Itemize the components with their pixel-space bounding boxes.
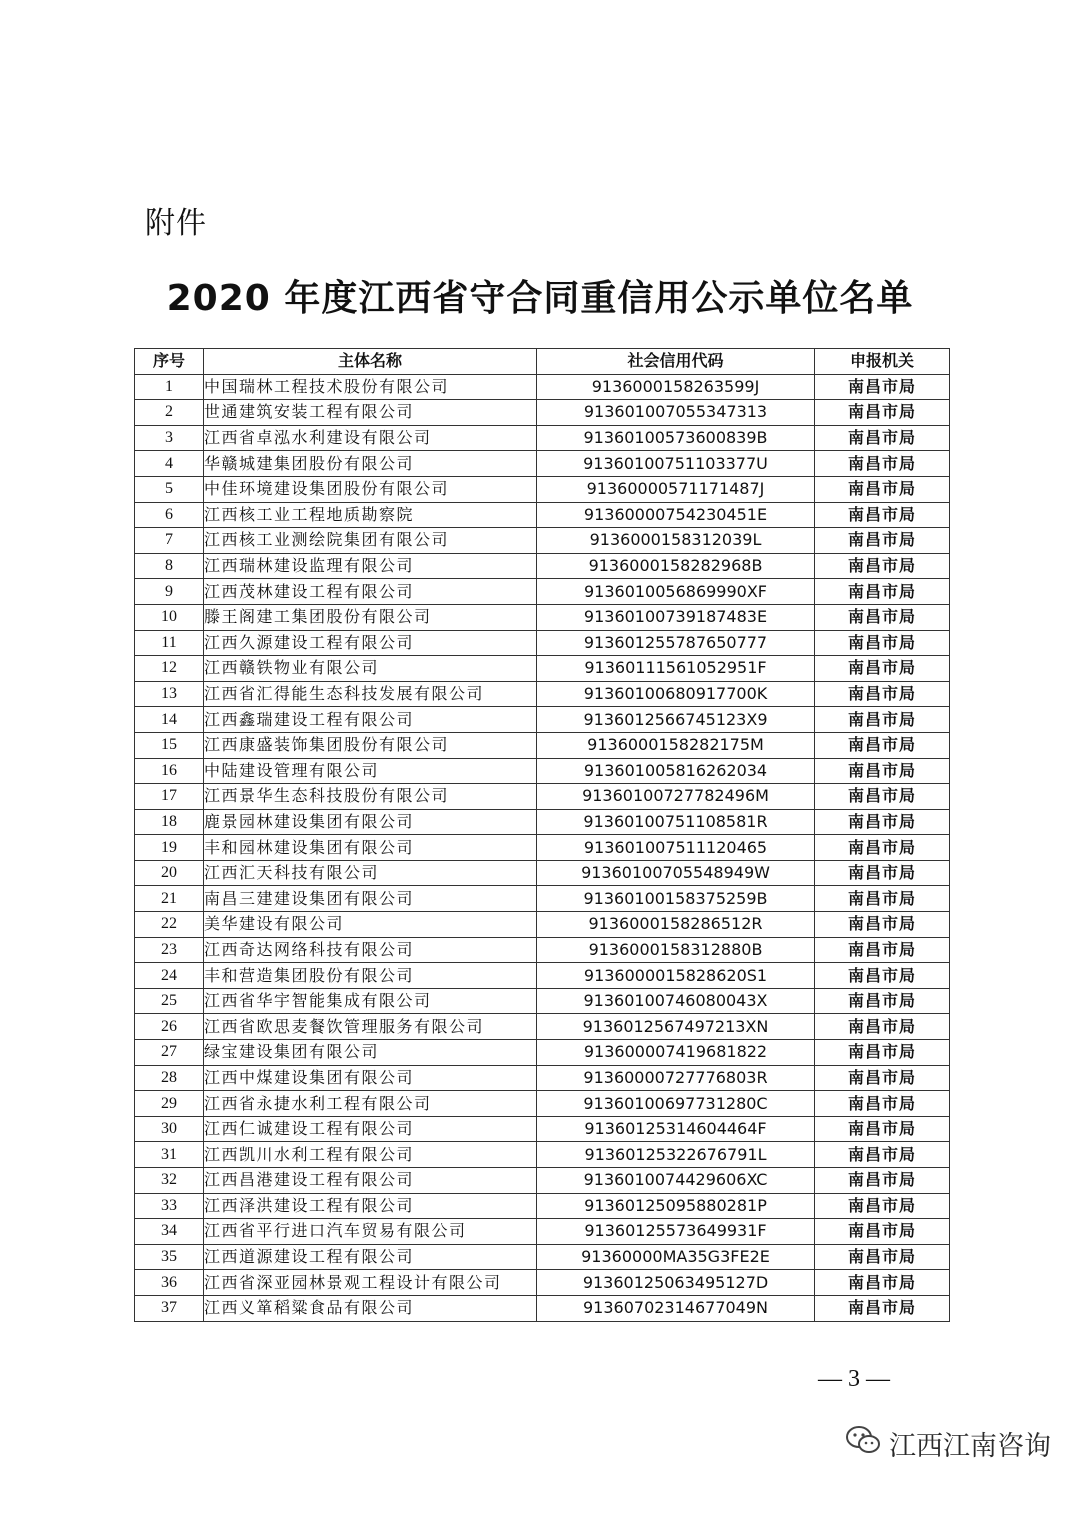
row-credit-code: 9136010074429606XC <box>537 1168 815 1194</box>
row-index: 14 <box>135 707 204 733</box>
row-entity-name: 江西仁诚建设工程有限公司 <box>204 1116 537 1142</box>
row-index: 26 <box>135 1014 204 1040</box>
row-entity-name: 江西省汇得能生态科技发展有限公司 <box>204 681 537 707</box>
row-entity-name: 江西省永捷水利工程有限公司 <box>204 1091 537 1117</box>
row-authority: 南昌市局 <box>815 784 950 810</box>
row-entity-name: 江西省平行进口汽车贸易有限公司 <box>204 1219 537 1245</box>
table-row <box>135 451 950 477</box>
row-index: 12 <box>135 656 204 682</box>
row-authority: 南昌市局 <box>815 374 950 400</box>
row-credit-code: 91360100739187483E <box>537 604 815 630</box>
table-row <box>135 374 950 400</box>
row-credit-code: 91360100751103377U <box>537 451 815 477</box>
row-credit-code: 91360125573649931F <box>537 1219 815 1245</box>
row-credit-code: 9136000158282968B <box>537 553 815 579</box>
page-number: — 3 — <box>818 1366 890 1392</box>
header-index: 序号 <box>135 349 204 375</box>
row-authority: 南昌市局 <box>815 630 950 656</box>
table-row <box>135 1295 950 1321</box>
header-credit-code: 社会信用代码 <box>537 349 815 375</box>
table-row <box>135 1116 950 1142</box>
row-credit-code: 91360000754230451E <box>537 502 815 528</box>
row-index: 4 <box>135 451 204 477</box>
table-row <box>135 656 950 682</box>
row-entity-name: 滕王阁建工集团股份有限公司 <box>204 604 537 630</box>
row-index: 2 <box>135 400 204 426</box>
row-index: 13 <box>135 681 204 707</box>
table-row <box>135 732 950 758</box>
row-authority: 南昌市局 <box>815 681 950 707</box>
row-credit-code: 9136000158312880B <box>537 937 815 963</box>
row-credit-code: 91360125063495127D <box>537 1270 815 1296</box>
row-authority: 南昌市局 <box>815 707 950 733</box>
row-authority: 南昌市局 <box>815 1270 950 1296</box>
watermark <box>845 1424 1051 1463</box>
table-row <box>135 553 950 579</box>
row-entity-name: 中佳环境建设集团股份有限公司 <box>204 476 537 502</box>
row-index: 1 <box>135 374 204 400</box>
row-authority: 南昌市局 <box>815 604 950 630</box>
table-row <box>135 860 950 886</box>
table-row <box>135 425 950 451</box>
row-index: 10 <box>135 604 204 630</box>
table-row <box>135 400 950 426</box>
table-row <box>135 579 950 605</box>
row-entity-name: 江西昌港建设工程有限公司 <box>204 1168 537 1194</box>
row-index: 17 <box>135 784 204 810</box>
row-entity-name: 江西核工业测绘院集团有限公司 <box>204 528 537 554</box>
row-index: 7 <box>135 528 204 554</box>
row-authority: 南昌市局 <box>815 579 950 605</box>
row-credit-code: 9136000158286512R <box>537 912 815 938</box>
row-credit-code: 91360100727782496M <box>537 784 815 810</box>
row-index: 22 <box>135 912 204 938</box>
row-credit-code: 9136000015828620S1 <box>537 963 815 989</box>
table-row <box>135 476 950 502</box>
table-row <box>135 1065 950 1091</box>
table-row <box>135 1193 950 1219</box>
row-index: 3 <box>135 425 204 451</box>
row-entity-name: 江西道源建设工程有限公司 <box>204 1244 537 1270</box>
row-authority: 南昌市局 <box>815 1091 950 1117</box>
attachment-label: 附件 <box>145 206 207 241</box>
row-entity-name: 美华建设有限公司 <box>204 912 537 938</box>
row-index: 8 <box>135 553 204 579</box>
row-index: 35 <box>135 1244 204 1270</box>
row-authority: 南昌市局 <box>815 528 950 554</box>
row-index: 5 <box>135 476 204 502</box>
row-credit-code: 91360111561052951F <box>537 656 815 682</box>
table-row <box>135 502 950 528</box>
row-index: 11 <box>135 630 204 656</box>
table-row <box>135 681 950 707</box>
row-authority: 南昌市局 <box>815 835 950 861</box>
row-credit-code: 91360125314604464F <box>537 1116 815 1142</box>
row-index: 21 <box>135 886 204 912</box>
row-index: 16 <box>135 758 204 784</box>
table-row <box>135 1014 950 1040</box>
watermark-text: 江西江南咨询 <box>889 1431 1051 1462</box>
wechat-icon <box>845 1424 889 1463</box>
row-authority: 南昌市局 <box>815 1193 950 1219</box>
row-entity-name: 江西奇达网络科技有限公司 <box>204 937 537 963</box>
table-row <box>135 630 950 656</box>
table-row <box>135 758 950 784</box>
row-index: 34 <box>135 1219 204 1245</box>
row-authority: 南昌市局 <box>815 553 950 579</box>
row-authority: 南昌市局 <box>815 886 950 912</box>
table-row <box>135 1091 950 1117</box>
row-authority: 南昌市局 <box>815 476 950 502</box>
table-row <box>135 784 950 810</box>
row-index: 33 <box>135 1193 204 1219</box>
row-credit-code: 9136000158282175M <box>537 732 815 758</box>
row-entity-name: 江西省深亚园林景观工程设计有限公司 <box>204 1270 537 1296</box>
row-credit-code: 91360100751108581R <box>537 809 815 835</box>
header-entity-name: 主体名称 <box>204 349 537 375</box>
row-entity-name: 南昌三建建设集团有限公司 <box>204 886 537 912</box>
row-entity-name: 绿宝建设集团有限公司 <box>204 1040 537 1066</box>
table-row <box>135 886 950 912</box>
row-entity-name: 江西凯川水利工程有限公司 <box>204 1142 537 1168</box>
row-entity-name: 丰和营造集团股份有限公司 <box>204 963 537 989</box>
row-authority: 南昌市局 <box>815 758 950 784</box>
row-index: 28 <box>135 1065 204 1091</box>
row-credit-code: 91360100158375259B <box>537 886 815 912</box>
row-entity-name: 江西康盛装饰集团股份有限公司 <box>204 732 537 758</box>
row-index: 6 <box>135 502 204 528</box>
row-entity-name: 江西景华生态科技股份有限公司 <box>204 784 537 810</box>
row-credit-code: 9136000158312039L <box>537 528 815 554</box>
row-credit-code: 913601005816262034 <box>537 758 815 784</box>
row-entity-name: 中陆建设管理有限公司 <box>204 758 537 784</box>
row-credit-code: 91360000727776803R <box>537 1065 815 1091</box>
row-credit-code: 91360125322676791L <box>537 1142 815 1168</box>
row-index: 36 <box>135 1270 204 1296</box>
row-index: 24 <box>135 963 204 989</box>
row-credit-code: 91360100573600839B <box>537 425 815 451</box>
row-authority: 南昌市局 <box>815 912 950 938</box>
row-credit-code: 91360100680917700K <box>537 681 815 707</box>
row-authority: 南昌市局 <box>815 988 950 1014</box>
row-entity-name: 丰和园林建设集团有限公司 <box>204 835 537 861</box>
table-row <box>135 835 950 861</box>
table-row <box>135 988 950 1014</box>
row-authority: 南昌市局 <box>815 1295 950 1321</box>
row-credit-code: 91360000571171487J <box>537 476 815 502</box>
table-row <box>135 707 950 733</box>
row-index: 23 <box>135 937 204 963</box>
row-authority: 南昌市局 <box>815 656 950 682</box>
row-credit-code: 91360100705548949W <box>537 860 815 886</box>
row-entity-name: 江西省欧思麦餐饮管理服务有限公司 <box>204 1014 537 1040</box>
row-entity-name: 江西茂林建设工程有限公司 <box>204 579 537 605</box>
row-authority: 南昌市局 <box>815 1142 950 1168</box>
row-entity-name: 江西省华宇智能集成有限公司 <box>204 988 537 1014</box>
table-row <box>135 1142 950 1168</box>
row-credit-code: 9136012567497213XN <box>537 1014 815 1040</box>
row-credit-code: 9136012566745123X9 <box>537 707 815 733</box>
table-row <box>135 937 950 963</box>
table-row <box>135 528 950 554</box>
row-entity-name: 鹿景园林建设集团有限公司 <box>204 809 537 835</box>
row-index: 19 <box>135 835 204 861</box>
row-authority: 南昌市局 <box>815 502 950 528</box>
row-entity-name: 江西泽洪建设工程有限公司 <box>204 1193 537 1219</box>
row-index: 25 <box>135 988 204 1014</box>
table-row <box>135 1040 950 1066</box>
row-authority: 南昌市局 <box>815 1116 950 1142</box>
table-header-row <box>135 349 950 375</box>
row-entity-name: 江西义箪稻粱食品有限公司 <box>204 1295 537 1321</box>
table-row <box>135 1244 950 1270</box>
row-authority: 南昌市局 <box>815 451 950 477</box>
table-row <box>135 809 950 835</box>
row-authority: 南昌市局 <box>815 1040 950 1066</box>
company-list-table <box>134 348 950 1322</box>
row-entity-name: 世通建筑安装工程有限公司 <box>204 400 537 426</box>
row-authority: 南昌市局 <box>815 425 950 451</box>
table-row <box>135 1270 950 1296</box>
row-entity-name: 江西省卓泓水利建设有限公司 <box>204 425 537 451</box>
row-entity-name: 江西汇天科技有限公司 <box>204 860 537 886</box>
row-authority: 南昌市局 <box>815 1244 950 1270</box>
row-credit-code: 91360000MA35G3FE2E <box>537 1244 815 1270</box>
row-index: 27 <box>135 1040 204 1066</box>
row-authority: 南昌市局 <box>815 860 950 886</box>
row-entity-name: 中国瑞林工程技术股份有限公司 <box>204 374 537 400</box>
row-index: 30 <box>135 1116 204 1142</box>
row-index: 18 <box>135 809 204 835</box>
row-entity-name: 江西核工业工程地质勘察院 <box>204 502 537 528</box>
row-authority: 南昌市局 <box>815 1168 950 1194</box>
table-row <box>135 963 950 989</box>
row-credit-code: 91360100746080043X <box>537 988 815 1014</box>
row-credit-code: 913601255787650777 <box>537 630 815 656</box>
row-index: 37 <box>135 1295 204 1321</box>
row-entity-name: 江西中煤建设集团有限公司 <box>204 1065 537 1091</box>
row-credit-code: 91360100697731280C <box>537 1091 815 1117</box>
row-index: 9 <box>135 579 204 605</box>
row-authority: 南昌市局 <box>815 963 950 989</box>
table-row <box>135 1219 950 1245</box>
row-entity-name: 华赣城建集团股份有限公司 <box>204 451 537 477</box>
table-row <box>135 912 950 938</box>
row-authority: 南昌市局 <box>815 937 950 963</box>
row-credit-code: 913601007055347313 <box>537 400 815 426</box>
row-credit-code: 913600007419681822 <box>537 1040 815 1066</box>
row-entity-name: 江西瑞林建设监理有限公司 <box>204 553 537 579</box>
document-title: 2020 年度江西省守合同重信用公示单位名单 <box>166 278 914 319</box>
row-credit-code: 91360125095880281P <box>537 1193 815 1219</box>
row-index: 32 <box>135 1168 204 1194</box>
row-index: 31 <box>135 1142 204 1168</box>
row-credit-code: 9136000158263599J <box>537 374 815 400</box>
row-entity-name: 江西久源建设工程有限公司 <box>204 630 537 656</box>
row-authority: 南昌市局 <box>815 1219 950 1245</box>
row-entity-name: 江西鑫瑞建设工程有限公司 <box>204 707 537 733</box>
row-index: 29 <box>135 1091 204 1117</box>
table-row <box>135 1168 950 1194</box>
row-authority: 南昌市局 <box>815 400 950 426</box>
row-authority: 南昌市局 <box>815 809 950 835</box>
table-row <box>135 604 950 630</box>
row-entity-name: 江西赣铁物业有限公司 <box>204 656 537 682</box>
row-authority: 南昌市局 <box>815 1014 950 1040</box>
row-authority: 南昌市局 <box>815 732 950 758</box>
row-authority: 南昌市局 <box>815 1065 950 1091</box>
row-credit-code: 9136010056869990XF <box>537 579 815 605</box>
row-index: 20 <box>135 860 204 886</box>
row-index: 15 <box>135 732 204 758</box>
header-authority: 申报机关 <box>815 349 950 375</box>
row-credit-code: 913601007511120465 <box>537 835 815 861</box>
row-credit-code: 91360702314677049N <box>537 1295 815 1321</box>
